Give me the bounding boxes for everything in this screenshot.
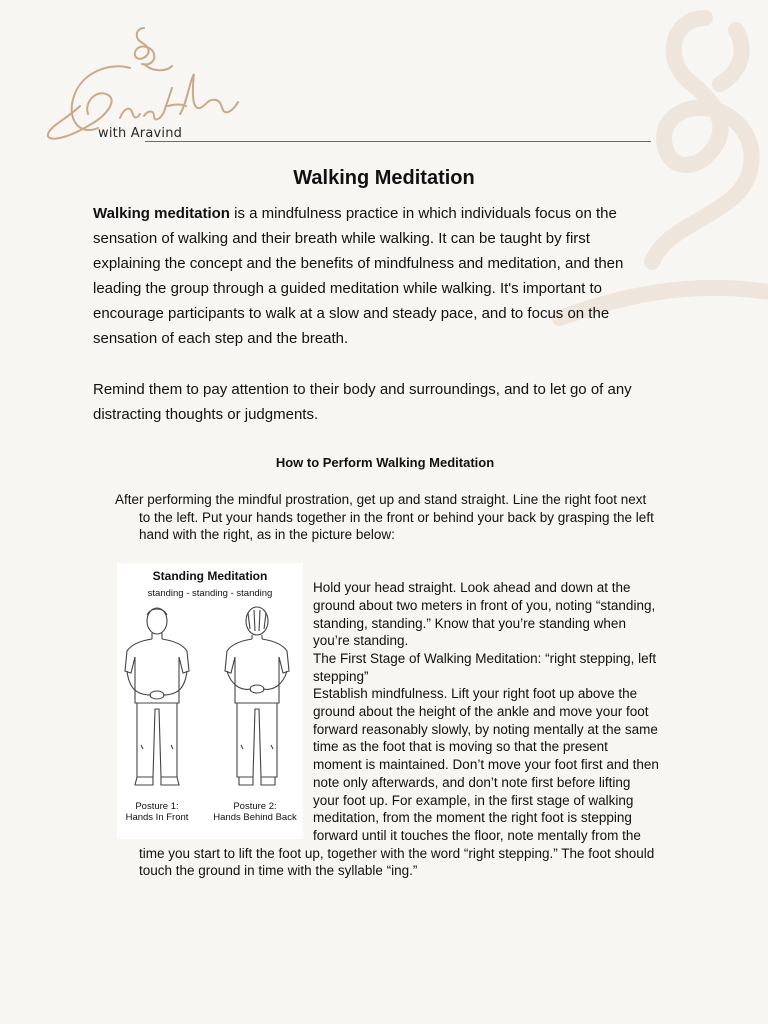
page-title: Walking Meditation (293, 167, 475, 189)
posture-front-drawing (125, 608, 189, 785)
posture1-caption: Hands In Front (125, 812, 189, 824)
header-divider (145, 141, 651, 142)
intro-paragraph (93, 201, 653, 351)
figure-subtitle: standing - standing - standing (147, 588, 273, 600)
intro-text: is a mindfulness practice in which individuals focus on the sensation of walking and their breath while walking. It can be taught by first explaining the concept and the benefits of mindfulness and meditation, and then leading the group through a guided meditation while walking. It's important to encourage participants to walk at a slow and steady pace, and to focus on the sensation of each step and the breath. (93, 205, 624, 347)
standing-meditation-figure (117, 563, 303, 839)
logo-subtitle: with Aravind (98, 126, 183, 141)
step-head-position: Hold your head straight. Look ahead and down at the ground about two meters in front of you, noting “standing, standing, standing.” Know that you’re standing when you’re standing. (313, 580, 656, 649)
reminder-paragraph: Remind them to pay attention to their body and surroundings, and to let go of any distracting thoughts or judgments. (93, 381, 632, 423)
step-first-stage: The First Stage of Walking Meditation: “right stepping, left stepping” (313, 650, 657, 684)
posture-behind-drawing (225, 607, 289, 785)
standing-meditation-illustration (117, 563, 303, 839)
figure-title: Standing Meditation (152, 569, 268, 584)
steps-section (115, 491, 660, 880)
step-establish-mindfulness: Establish mindfulness. Lift your right foot up above the ground about the height of the ankle and move your foot forward reasonably slowly, by noting mentally at the same time as the foot that is moving so that the present moment is maintained. Don’t move your foot first and then note only afterwards, and don’t note first before lifting your foot up. For example, in the first stage of walking meditation, from the moment the right foot is stepping forward until it touches the floor, note mentally from the time you start to lift the foot up, together with the word “right stepping.” The foot should touch the ground in time with the syllable “ing.” (139, 686, 659, 879)
posture2-label: Posture 2: (233, 801, 277, 813)
posture2-caption: Hands Behind Back (213, 812, 297, 824)
posture1-label: Posture 1: (135, 801, 179, 813)
step-intro-text: After performing the mindful prostration, get up and stand straight. Line the right foot next to the left. Put your hands together in the front or behind your back by grasping the left hand with the right, as in the picture below: (115, 492, 654, 543)
section-heading: How to Perform Walking Meditation (275, 455, 495, 470)
intro-bold-term: Walking meditation (93, 205, 230, 222)
